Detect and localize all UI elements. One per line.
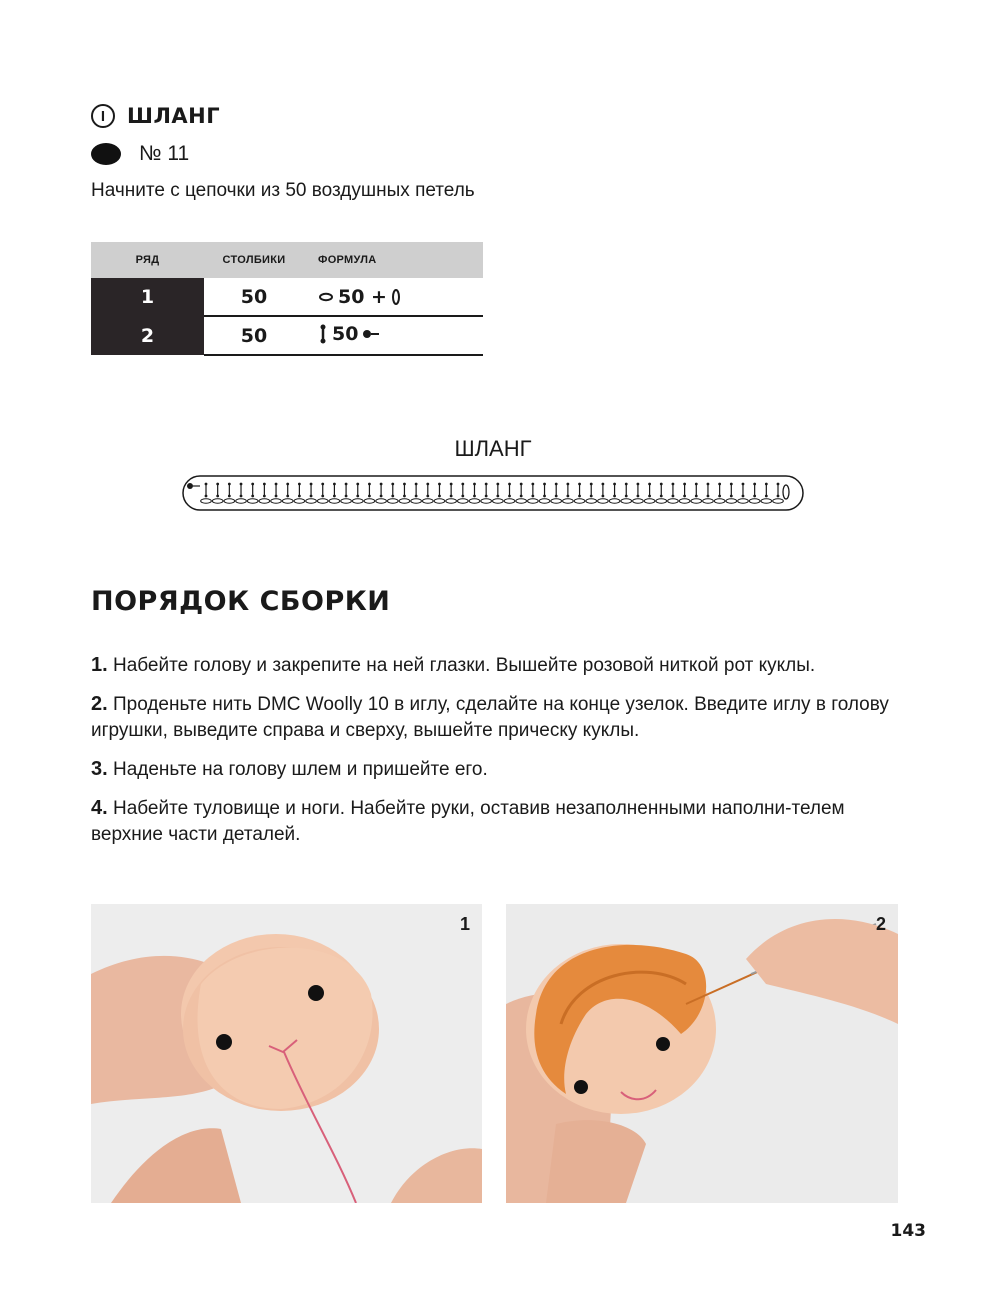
chain-stitch-mark xyxy=(259,499,270,503)
single-crochet-mark xyxy=(660,483,663,498)
table-row xyxy=(91,278,483,316)
single-crochet-mark xyxy=(333,483,336,498)
yarn-row xyxy=(91,142,189,166)
page-number: 143 xyxy=(890,1221,926,1241)
chain-stitch-mark xyxy=(749,499,760,503)
chain-stitch-mark xyxy=(679,499,690,503)
assembly-step xyxy=(91,652,891,679)
assembly-steps xyxy=(91,652,891,860)
stitch-count: 50 xyxy=(204,316,304,355)
chain-stitch-mark xyxy=(668,499,679,503)
part-title: ШЛАНГ xyxy=(127,104,221,128)
step-number: 4. xyxy=(91,797,108,819)
chain-stitch-mark xyxy=(224,499,235,503)
chain-stitch-mark xyxy=(551,499,562,503)
chain-stitch-mark xyxy=(201,499,212,503)
single-crochet-mark xyxy=(625,483,628,498)
chain-stitch-mark xyxy=(621,499,632,503)
single-crochet-icon xyxy=(318,324,328,344)
assembly-title: ПОРЯДОК СБОРКИ xyxy=(91,586,391,617)
step-text: Набейте голову и закрепите на ней глазки. Вышейте розовой ниткой рот куклы. xyxy=(112,655,816,676)
diagram-title: ШЛАНГ xyxy=(454,436,532,461)
chain-stitch-mark xyxy=(703,499,714,503)
chain-stitch-mark xyxy=(434,499,445,503)
doll-hair-photo xyxy=(506,904,898,1203)
chain-stitch-mark xyxy=(516,499,527,503)
single-crochet-mark xyxy=(391,483,394,498)
chain-stitch-mark xyxy=(469,499,480,503)
single-crochet-mark xyxy=(613,483,616,498)
chain-stitch-mark xyxy=(364,499,375,503)
yarn-color-swatch xyxy=(91,143,121,165)
single-crochet-mark xyxy=(601,483,604,498)
chain-stitch-mark xyxy=(236,499,247,503)
step-number: 2. xyxy=(91,693,108,715)
formula-text: 50 xyxy=(332,322,359,345)
single-crochet-mark xyxy=(555,483,558,498)
single-crochet-mark xyxy=(765,483,768,498)
chain-stitch-mark xyxy=(457,499,468,503)
header-stitches: СТОЛБИКИ xyxy=(204,242,304,278)
chain-stitch-mark xyxy=(738,499,749,503)
chain-stitch-mark xyxy=(586,499,597,503)
chain-stitch-mark xyxy=(691,499,702,503)
single-crochet-mark xyxy=(298,483,301,498)
single-crochet-mark xyxy=(473,483,476,498)
single-crochet-mark xyxy=(368,483,371,498)
chain-stitch-mark xyxy=(329,499,340,503)
chain-stitch-mark xyxy=(387,499,398,503)
single-crochet-mark xyxy=(461,483,464,498)
chain-stitch-mark xyxy=(481,499,492,503)
step-text: Проденьте нить DMC Woolly 10 в иглу, сделайте на конце узелок. Введите иглу в голову игрушки, выведите справа и сверху, вышейте прическу куклы. xyxy=(91,694,889,741)
doll-head-photo xyxy=(91,904,482,1203)
chain-stitch-mark xyxy=(773,499,784,503)
single-crochet-mark xyxy=(718,483,721,498)
single-crochet-mark xyxy=(683,483,686,498)
single-crochet-mark xyxy=(275,483,278,498)
header-formula: ФОРМУЛА xyxy=(304,242,483,278)
stitch-count: 50 xyxy=(204,278,304,316)
header-row: РЯД xyxy=(91,242,204,278)
photo-number: 2 xyxy=(875,914,886,934)
single-crochet-mark xyxy=(263,483,266,498)
assembly-step xyxy=(91,756,891,783)
chain-stitch-mark xyxy=(609,499,620,503)
chain-stitch-mark xyxy=(761,499,772,503)
formula-cell xyxy=(304,316,483,355)
single-crochet-mark xyxy=(450,483,453,498)
single-crochet-mark xyxy=(321,483,324,498)
single-crochet-mark xyxy=(637,483,640,498)
chain-stitch-mark xyxy=(352,499,363,503)
single-crochet-mark xyxy=(543,483,546,498)
chain-stitch-mark xyxy=(493,499,504,503)
single-crochet-mark xyxy=(380,483,383,498)
single-crochet-mark xyxy=(485,483,488,498)
single-crochet-mark xyxy=(403,483,406,498)
chain-stitch-icon xyxy=(318,292,334,302)
chain-stitch-row xyxy=(201,499,784,503)
chain-stitch-mark xyxy=(294,499,305,503)
chain-stitch-mark xyxy=(341,499,352,503)
chain-stitch-mark xyxy=(247,499,258,503)
assembly-step xyxy=(91,795,891,848)
single-crochet-mark xyxy=(672,483,675,498)
step-number: 3. xyxy=(91,758,108,780)
step-text: Наденьте на голову шлем и пришейте его. xyxy=(112,759,488,780)
chain-stitch-mark xyxy=(644,499,655,503)
single-crochet-mark xyxy=(496,483,499,498)
single-crochet-mark xyxy=(578,483,581,498)
chain-stitch-mark xyxy=(422,499,433,503)
chain-stitch-mark xyxy=(574,499,585,503)
single-crochet-mark xyxy=(205,483,208,498)
slip-stitch-icon xyxy=(362,329,380,339)
chain-stitch-mark xyxy=(598,499,609,503)
row-number: 1 xyxy=(91,278,204,316)
single-crochet-mark xyxy=(415,483,418,498)
single-crochet-mark xyxy=(356,483,359,498)
chain-stitch-mark xyxy=(446,499,457,503)
single-crochet-mark xyxy=(742,483,745,498)
pattern-table xyxy=(91,242,483,356)
turning-chain-icon xyxy=(783,485,789,499)
photo-step-1 xyxy=(91,904,482,1203)
chain-stitch-mark xyxy=(504,499,515,503)
table-row xyxy=(91,316,483,355)
chain-stitch-mark xyxy=(282,499,293,503)
single-crochet-mark xyxy=(310,483,313,498)
single-crochet-mark xyxy=(286,483,289,498)
part-header xyxy=(91,104,220,128)
assembly-step xyxy=(91,691,891,744)
single-crochet-mark xyxy=(730,483,733,498)
single-crochet-mark xyxy=(566,483,569,498)
chain-stitch-mark xyxy=(539,499,550,503)
chain-stitch-mark xyxy=(656,499,667,503)
single-crochet-mark xyxy=(438,483,441,498)
single-crochet-mark xyxy=(520,483,523,498)
single-crochet-mark xyxy=(695,483,698,498)
slip-stitch-icon xyxy=(187,483,200,489)
hose-stitch-diagram xyxy=(182,475,804,511)
single-crochet-mark xyxy=(240,483,243,498)
step-text: Набейте туловище и ноги. Набейте руки, оставив незаполненными наполни-телем верхние части деталей. xyxy=(91,798,845,845)
photo-number: 1 xyxy=(459,914,470,934)
chain-stitch-mark xyxy=(271,499,282,503)
chain-stitch-mark xyxy=(306,499,317,503)
single-crochet-mark xyxy=(531,483,534,498)
single-crochet-mark xyxy=(590,483,593,498)
chain-stitch-mark xyxy=(399,499,410,503)
chain-stitch-mark xyxy=(212,499,223,503)
chain-stitch-mark xyxy=(411,499,422,503)
single-crochet-mark xyxy=(707,483,710,498)
single-crochet-mark xyxy=(251,483,254,498)
row-number: 2 xyxy=(91,316,204,355)
chain-stitch-mark xyxy=(726,499,737,503)
chain-stitch-mark xyxy=(528,499,539,503)
formula-text: 50 + xyxy=(338,286,387,308)
start-instructions: Начните с цепочки из 50 воздушных петель xyxy=(91,180,475,201)
single-crochet-mark xyxy=(216,483,219,498)
single-crochet-mark xyxy=(753,483,756,498)
part-letter-badge: I xyxy=(91,104,115,128)
formula-cell xyxy=(304,278,483,316)
turning-chain-icon xyxy=(391,287,401,307)
chain-stitch-mark xyxy=(633,499,644,503)
chain-stitch-mark xyxy=(376,499,387,503)
chain-stitch-mark xyxy=(317,499,328,503)
single-crochet-mark xyxy=(777,483,780,498)
yarn-number: № 11 xyxy=(139,142,190,165)
table-header-row xyxy=(91,242,483,278)
chain-stitch-mark xyxy=(563,499,574,503)
single-crochet-mark xyxy=(508,483,511,498)
chain-stitch-mark xyxy=(714,499,725,503)
photo-step-2 xyxy=(506,904,898,1203)
single-crochet-mark xyxy=(228,483,231,498)
single-crochet-mark xyxy=(345,483,348,498)
single-crochet-row xyxy=(205,483,780,498)
single-crochet-mark xyxy=(426,483,429,498)
single-crochet-mark xyxy=(648,483,651,498)
step-number: 1. xyxy=(91,654,108,676)
